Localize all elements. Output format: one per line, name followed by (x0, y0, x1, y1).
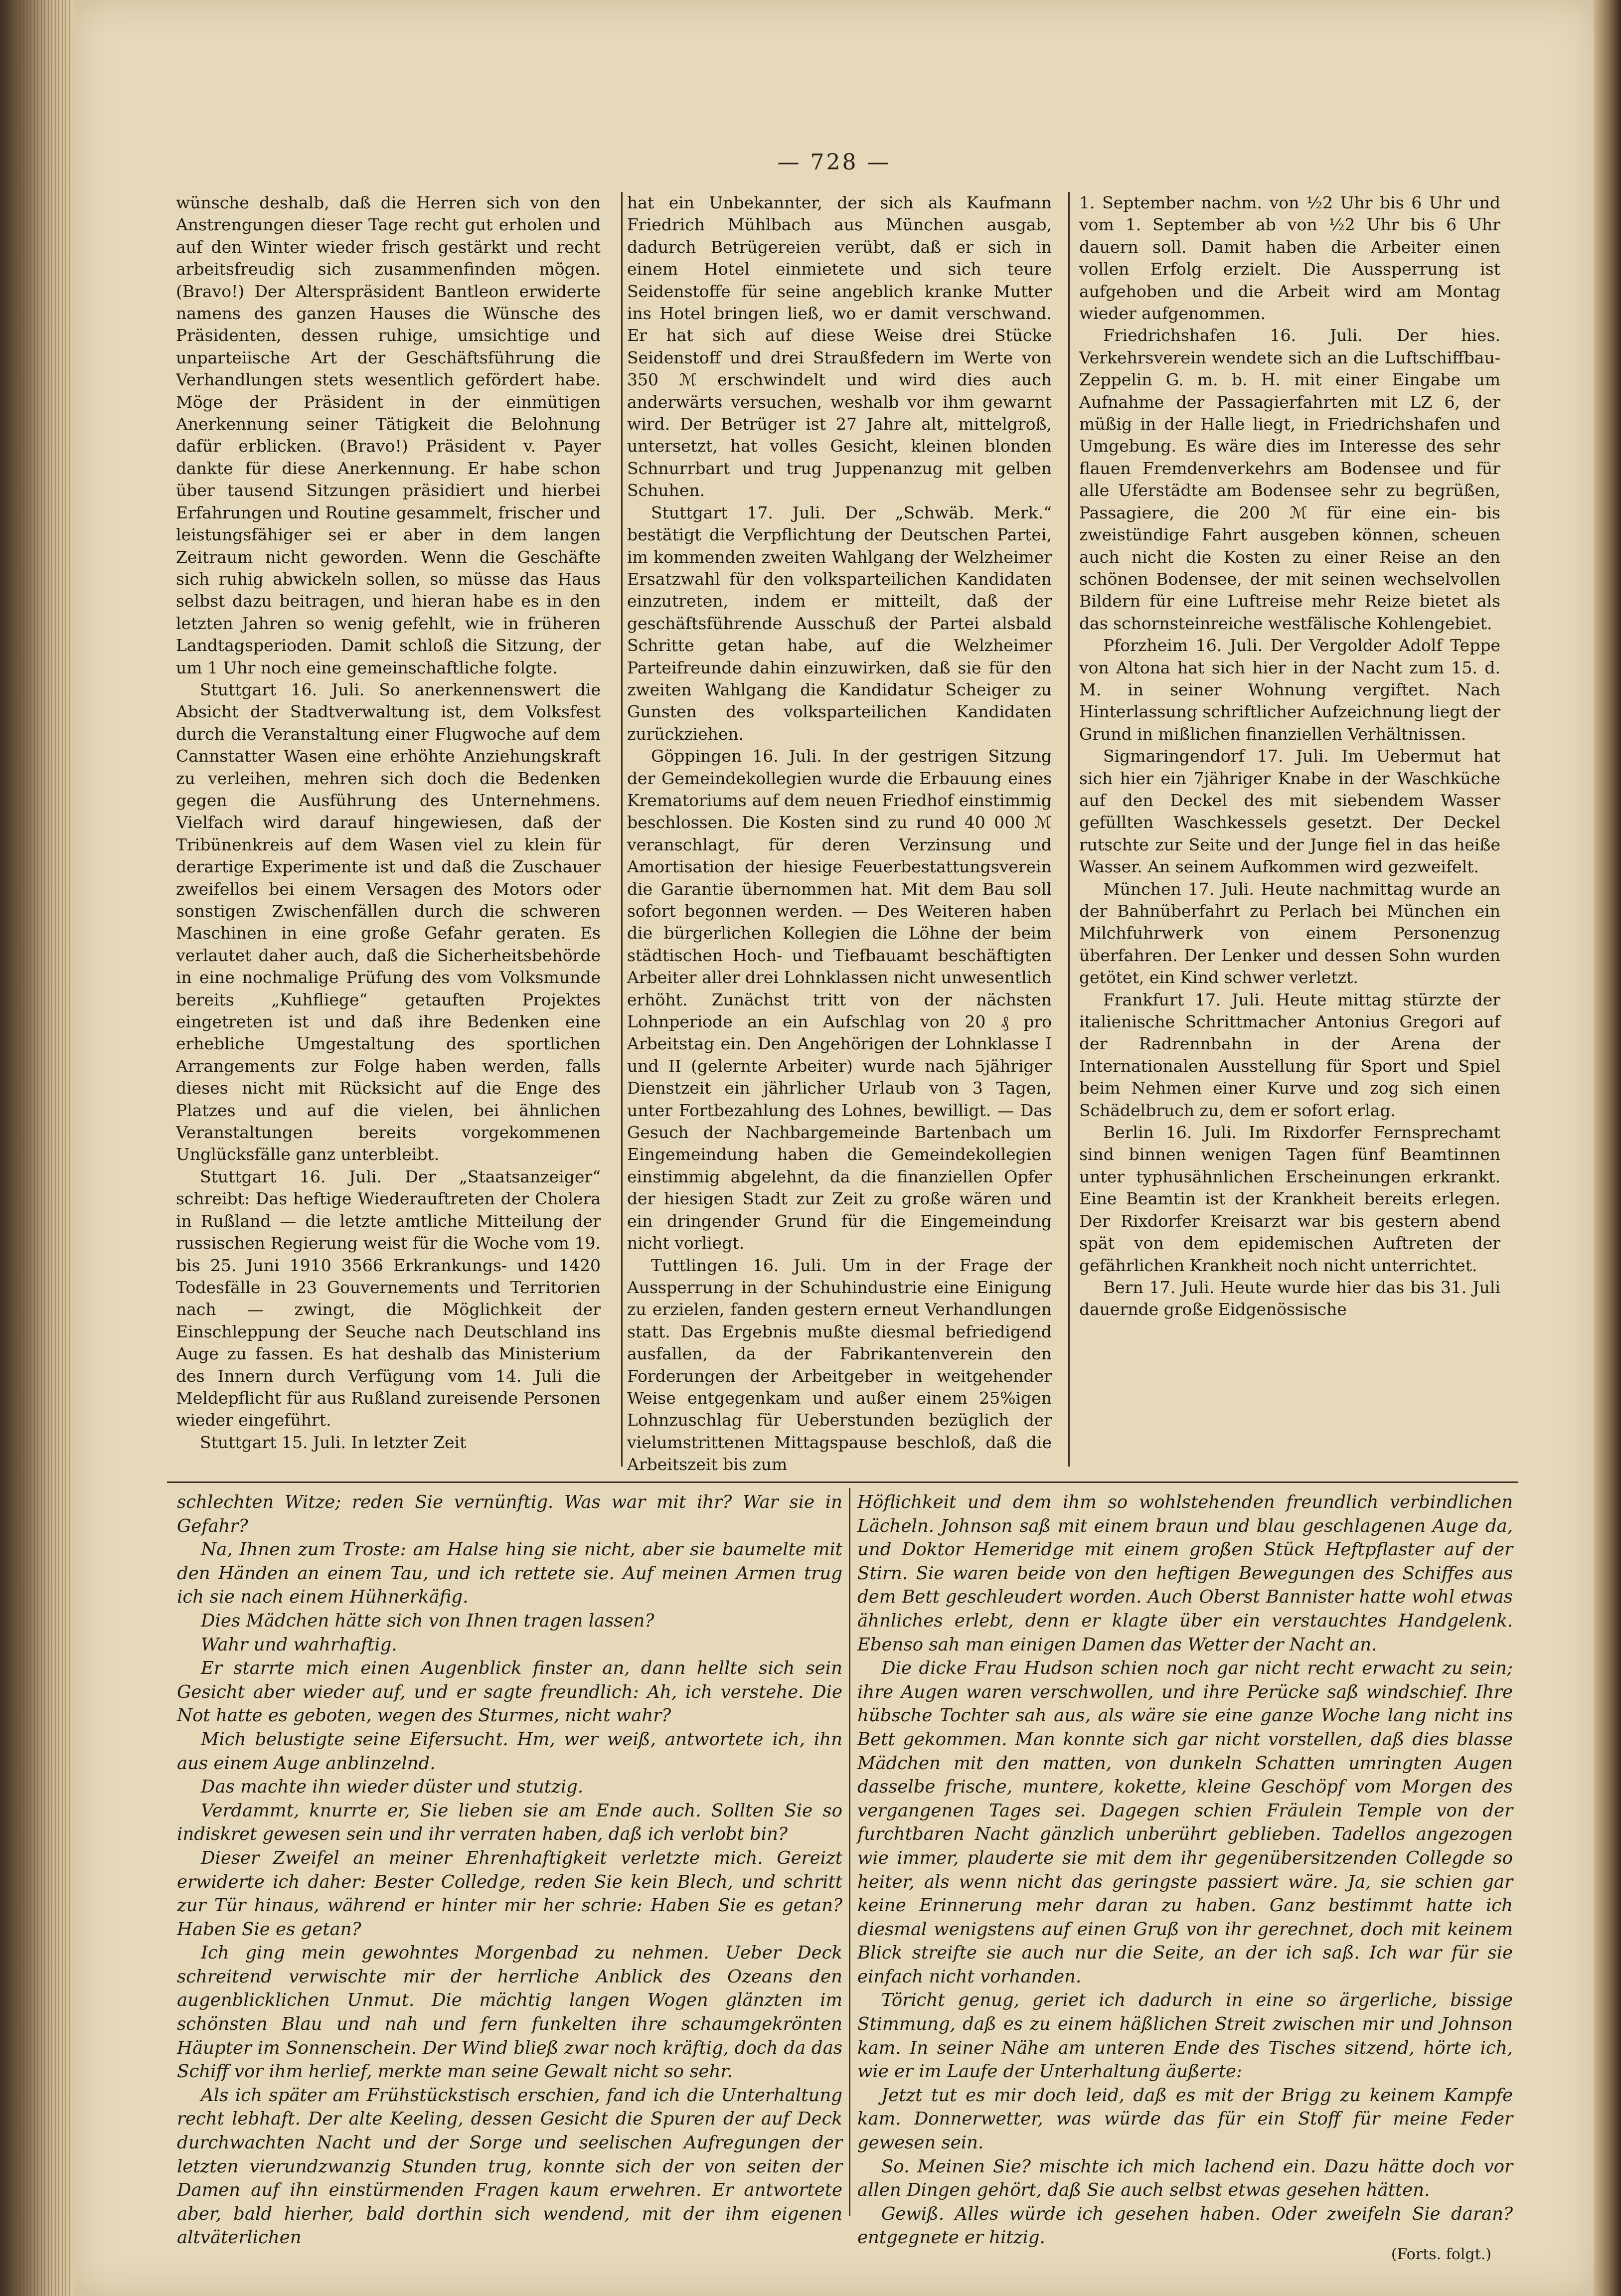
news-paragraph: Stuttgart 16. Juli. Der „Staatsanzeiger“ schreibt: Das heftige Wiederauftreten der Cholera in Rußland — die letzte amtliche Mitteilung der russischen Regierung weist für die Woche vom 19. bis 25. Juni 1910 3566 Erkrankungs- und 1420 Todesfälle in 23 Gouvernements und Territorien nach — zwingt, die Möglichkeit der Einschleppung der Seuche nach Deutschland ins Auge zu fassen. Es hat deshalb das Ministerium des Innern durch Verfügung vom 14. Juli die Meldepflicht für aus Rußland zureisende Personen wieder eingeführt. (176, 1166, 601, 1430)
news-paragraph: Berlin 16. Juli. Im Rixdorfer Fernsprechamt sind binnen wenigen Tagen fünf Beamtinnen unter typhusähnlichen Erscheinungen erkrankt. Eine Beamtin ist der Krankheit bereits erlegen. Der Rixdorfer Kreisarzt war bis gestern abend spät von dem epidemischen Auftreten der gefährlichen Krankheit noch nicht unterrichtet. (1079, 1123, 1500, 1275)
news-paragraph: München 17. Juli. Heute nachmittag wurde an der Bahnüberfahrt zu Perlach bei München ein Milchfuhrwerk von einem Personenzug überfahren. Der Lenker und dessen Sohn wurden getötet, ein Kind schwer verletzt. (1079, 879, 1500, 987)
novel-paragraph: So. Meinen Sie? mischte ich mich lachend ein. Dazu hätte doch vor allen Dingen gehört, daß Sie auch selbst etwas gesehen hätten. (857, 2156, 1513, 2201)
novel-paragraph: Na, Ihnen zum Troste: am Halse hing sie nicht, aber sie baumelte mit den Händen an einem Tau, und ich rettete sie. Auf meinen Armen trug ich sie nach einem Hühnerkäfig. (177, 1539, 842, 1608)
column-divider (1068, 192, 1070, 1467)
novel-paragraph: Die dicke Frau Hudson schien noch gar nicht recht erwacht zu sein; ihre Augen waren verschwollen, und ihre Perücke saß windschief. Ihre hübsche Tochter sah aus, als wäre sie eine ganze Woche lang nicht ins Bett gekommen. Man konnte sich gar nicht vorstellen, daß dies blasse Mädchen mit den matten, von dunkeln Schatten umringten Augen dasselbe frische, muntere, kokette, kleine Geschöpf vom Morgen des vergangenen Tages sei. Dagegen schien Fräulein Temple von der furchtbaren Nacht gänzlich unberührt geblieben. Tadellos angezogen wie immer, plauderte sie mit dem ihr gegenübersitzenden Collegde so heiter, als wenn nicht das geringste passiert wäre. Ja, sie schien gar keine Erinnerung mehr daran zu haben. Ganz bestimmt hatte ich diesmal wenigstens auf einen Gruß von ihr gerechnet, doch mit keinem Blick streifte sie auch nur die Seite, an der ich saß. Ich war für sie einfach nicht vorhanden. (857, 1658, 1513, 1987)
feuilleton-separator (167, 1481, 1518, 1483)
novel-paragraph: Töricht genug, geriet ich dadurch in eine so ärgerliche, bissige Stimmung, daß es zu einem häßlichen Streit zwischen mir und Johnson kam. In seiner Nähe am unteren Ende des Tisches sitzend, hörte ich, wie er im Laufe der Unterhaltung äußerte: (857, 1990, 1513, 2082)
news-paragraph: 1. September nachm. von ½2 Uhr bis 6 Uhr und vom 1. September ab von ½2 Uhr bis 6 Uhr dauern soll. Damit haben die Arbeiter einen vollen Erfolg erzielt. Die Aussperrung ist aufgehoben und die Arbeit wird am Montag wieder aufgenommen. (1079, 193, 1500, 324)
news-paragraph: Friedrichshafen 16. Juli. Der hies. Verkehrsverein wendete sich an die Luftschiffbau-Zeppelin G. m. b. H. mit einer Eingabe um Aufnahme der Passagierfahrten mit LZ 6, der müßig in der Halle liegt, in Friedrichshafen und Umgebung. Es wäre dies im Interesse des sehr flauen Fremdenverkehrs am Bodensee und für alle Uferstädte am Bodensee sehr zu begrüßen, Passagiere, die 200 ℳ für eine ein- bis zweistündige Fahrt ausgeben können, scheuen auch nicht die Kosten zu einer Reise an den schönen Bodensee, der mit seinen wechselvollen Bildern für eine Luftreise mehr Reize bietet als das schornsteinreiche westfälische Kohlengebiet. (1079, 326, 1500, 633)
novel-paragraph: Dieser Zweifel an meiner Ehrenhaftigkeit verletzte mich. Gereizt erwiderte ich daher: Bester Colledge, reden Sie kein Blech, und schritt zur Tür hinaus, während er hinter mir her schrie: Haben Sie es getan? Haben Sie es getan? (177, 1847, 842, 1940)
novel-paragraph: Verdammt, knurrte er, Sie lieben sie am Ende auch. Sollten Sie so indiskret gewesen sein und ihr verraten haben, daß ich verlobt bin? (177, 1800, 842, 1845)
news-paragraph: Pforzheim 16. Juli. Der Vergolder Adolf Teppe von Altona hat sich hier in der Nacht zum 15. d. M. in seiner Wohnung vergiftet. Nach Hinterlassung schriftlicher Aufzeichnung liegt der Grund in mißlichen finanziellen Verhältnissen. (1079, 636, 1500, 744)
novel-paragraph: Das machte ihn wieder düster und stutzig. (201, 1777, 584, 1798)
news-paragraph: Bern 17. Juli. Heute wurde hier das bis 31. Juli dauernde große Eidgenössische (1079, 1277, 1500, 1319)
novel-paragraph: Gewiß. Alles würde ich gesehen haben. Oder zweifeln Sie daran? entgegnete er hitzig. (857, 2203, 1513, 2248)
novel-paragraph: schlechten Witze; reden Sie vernünftig. Was war mit ihr? War sie in Gefahr? (177, 1492, 842, 1536)
novel-paragraph: Ich ging mein gewohntes Morgenbad zu nehmen. Ueber Deck schreitend verwischte mir der herrliche Anblick des Ozeans den augenblicklichen Unmut. Die mächtig langen Wogen glänzten im schönsten Blau und nah und fern funkelten ihre schaumgekrönten Häupter im Sonnenschein. Der Wind bließ zwar noch kräftig, doch da das Schiff vor ihm herlief, merkte man seine Gewalt nicht so sehr. (177, 1943, 842, 2082)
news-paragraph: wünsche deshalb, daß die Herren sich von den Anstrengungen dieser Tage recht gut erholen und auf den Winter wieder frisch gestärkt und recht arbeitsfreudig sich zusammenfinden mögen. (Bravo!) Der Alterspräsident Bantleon erwiderte namens des ganzen Hauses die Wünsche des Präsidenten, dessen ruhige, umsichtige und unparteiische Art der Geschäftsführung die Verhandlungen stets wesentlich gefördert habe. Möge der Präsident in der einmütigen Anerkennung seiner Tätigkeit die Belohnung dafür erblicken. (Bravo!) Präsident v. Payer dankte für diese Anerkennung. Er habe schon über tausend Sitzungen präsidiert und hierbei Erfahrungen und Routine gesammelt, frischer und leistungsfähiger sei er aber in dem langen Zeitraum nicht geworden. Wenn die Geschäfte sich ruhig abwickeln sollen, so müsse das Haus selbst dazu beitragen, und hieran habe es in den letzten Jahren so wenig gefehlt, wie in früheren Landtagsperioden. Damit schloß die Sitzung, der um 1 Uhr noch eine gemeinschaftliche folgte. (176, 193, 601, 677)
novel-paragraph: Wahr und wahrhaftig. (201, 1634, 397, 1655)
novel-paragraph: Jetzt tut es mir doch leid, daß es mit der Brigg zu keinem Kampfe kam. Donnerwetter, was würde das für ein Stoff für meine Feder gewesen sein. (857, 2085, 1513, 2153)
novel-paragraph: Höflichkeit und dem ihm so wohlstehenden freundlich verbindlichen Lächeln. Johnson saß mit einem braun und blau geschlagenen Auge da, und Doktor Hemeridge mit einem großen Stück Heftpflaster auf der Stirn. Sie waren beide von den heftigen Bewegungen des Schiffes aus dem Bett geschleudert worden. Auch Oberst Bannister hatte wohl etwas ähnliches erlebt, denn er klagte über ein verstauchtes Handgelenk. Ebenso sah man einigen Damen das Wetter der Nacht an. (857, 1492, 1513, 1655)
page-number: — 728 — (777, 150, 891, 175)
novel-paragraph: Mich belustigte seine Eifersucht. Hm, wer weiß, antwortete ich, ihn aus einem Auge anblinzelnd. (177, 1729, 842, 1774)
novel-column-left (177, 1490, 842, 2250)
novel-paragraph: Als ich später am Frühstückstisch erschien, fand ich die Unterhaltung recht lebhaft. Der alte Keeling, dessen Gesicht die Spuren der auf Deck durchwachten Nacht und der Sorge und seelischen Aufregungen der letzten vierundzwanzig Stunden trug, konnte sich der von seiten der Damen auf ihn einstürmenden Fragen kaum erwehren. Er antwortete aber, bald hierher, bald dorthin sich wendend, mit der ihm eigenen altväterlichen (177, 2085, 842, 2248)
newspaper-page (75, 0, 1594, 2296)
book-binding-edge (0, 0, 75, 2296)
news-paragraph: Stuttgart 16. Juli. So anerkennenswert die Absicht der Stadtverwaltung ist, dem Volksfest durch die Veranstaltung einer Flugwoche auf dem Cannstatter Wasen eine erhöhte Anziehungskraft zu verleihen, mehren sich doch die Bedenken gegen die Ausführung des Unternehmens. Vielfach wird darauf hingewiesen, daß der Tribünenkreis auf dem Wasen viel zu klein für derartige Experimente ist und daß die Zuschauer zweifellos bei einem Versagen des Motors oder sonstigen Zwischenfällen durch die schweren Maschinen in eine große Gefahr geraten. Es verlautet daher auch, daß die Sicherheitsbehörde in eine nochmalige Prüfung des vom Volksmunde bereits „Kuhfliege“ getauften Projektes eingetreten ist und daß ihre Bedenken eine erhebliche Umgestaltung des sportlichen Arrangements zur Folge haben werden, falls dieses nicht mit Rücksicht auf die Enge des Platzes und auf die vielen, bei ähnlichen Veranstaltungen bereits vorgekommenen Unglücksfälle ganz unterbleibt. (176, 679, 601, 1164)
novel-paragraph: Dies Mädchen hätte sich von Ihnen tragen lassen? (201, 1610, 654, 1631)
news-column-1 (176, 192, 601, 1454)
news-paragraph: Tuttlingen 16. Juli. Um in der Frage der Aussperrung in der Schuhindustrie eine Einigung zu erzielen, fanden gestern erneut Verhandlungen statt. Das Ergebnis mußte diesmal befriedigend ausfallen, da der Fabrikantenverein den Forderungen der Arbeitgeber in weitgehender Weise entgegenkam und außer einem 25%igen Lohnzuschlag für Ueberstunden bezüglich der vielumstrittenen Mittagspause beschloß, daß die Arbeitszeit bis zum (627, 1255, 1052, 1475)
news-paragraph: hat ein Unbekannter, der sich als Kaufmann Friedrich Mühlbach aus München ausgab, dadurch Betrügereien verübt, daß er sich in einem Hotel einmietete und sich teure Seidenstoffe für seine angeblich kranke Mutter ins Hotel bringen ließ, wo er damit verschwand. Er hat sich auf diese Weise drei Stücke Seidenstoff und drei Straußfedern im Werte von 350 ℳ erschwindelt und wird dies auch anderwärts versuchen, weshalb vor ihm gewarnt wird. Der Betrüger ist 27 Jahre alt, mittelgroß, untersetzt, hat volles Gesicht, kleinen blonden Schnurrbart und trug Juppenanzug mit gelben Schuhen. (627, 193, 1052, 500)
news-column-2 (627, 192, 1052, 1476)
novel-paragraph: Er starrte mich einen Augenblick finster an, dann hellte sich sein Gesicht aber wieder auf, und er sagte freundlich: Ah, ich verstehe. Die Not hatte es geboten, wegen des Sturmes, nicht wahr? (177, 1658, 842, 1726)
continuation-note: (Forts. folgt.) (1391, 2246, 1491, 2263)
news-paragraph: Frankfurt 17. Juli. Heute mittag stürzte der italienische Schrittmacher Antonius Gregori auf der Radrennbahn in der Arena der Internationalen Ausstellung für Sport und Spiel beim Nehmen einer Kurve und zog sich einen Schädelbruch zu, dem er sofort erlag. (1079, 989, 1500, 1120)
column-divider (849, 1488, 850, 2216)
news-paragraph: Stuttgart 15. Juli. In letzter Zeit (200, 1432, 467, 1452)
news-column-3 (1079, 192, 1500, 1321)
novel-column-right (857, 1490, 1513, 2250)
book-right-edge (1594, 0, 1621, 2296)
news-paragraph: Stuttgart 17. Juli. Der „Schwäb. Merk.“ bestätigt die Verpflichtung der Deutschen Partei, im kommenden zweiten Wahlgang der Welzheimer Ersatzwahl für den volksparteilichen Kandidaten einzutreten, indem er mitteilt, daß der geschäftsführende Ausschuß der Partei alsbald Schritte getan habe, auf die Welzheimer Parteifreunde dahin einzuwirken, daß sie für den zweiten Wahlgang die Kandidatur Scheiger zu Gunsten des volksparteilichen Kandidaten zurückziehen. (627, 502, 1052, 744)
column-divider (621, 192, 623, 1467)
news-paragraph: Göppingen 16. Juli. In der gestrigen Sitzung der Gemeindekollegien wurde die Erbauung eines Krematoriums auf dem neuen Friedhof einstimmig beschlossen. Die Kosten sind zu rund 40 000 ℳ veranschlagt, für deren Verzinsung und Amortisation der hiesige Feuerbestattungsverein die Garantie übernommen hat. Mit dem Bau soll sofort begonnen werden. — Des Weiteren haben die bürgerlichen Kollegien die Löhne der beim städtischen Hoch- und Tiefbauamt beschäftigten Arbeiter aller drei Lohnklassen nicht unwesentlich erhöht. Zunächst tritt von der nächsten Lohnperiode an ein Aufschlag von 20 ₰ pro Arbeitstag ein. Den Angehörigen der Lohnklasse I und II (gelernte Arbeiter) wurde nach 5jähriger Dienstzeit ein jährlicher Urlaub von 3 Tagen, unter Fortbezahlung des Lohnes, bewilligt. — Das Gesuch der Nachbargemeinde Bartenbach um Eingemeindung haben die Gemeindekollegien einstimmig abgelehnt, da die finanziellen Opfer der hiesigen Stadt zur Zeit zu große wären und ein dringender Grund für die Eingemeindung nicht vorliegt. (627, 746, 1052, 1253)
news-paragraph: Sigmaringendorf 17. Juli. Im Uebermut hat sich hier ein 7jähriger Knabe in der Waschküche auf den Deckel des mit siebendem Wasser gefüllten Waschkessels gesetzt. Der Deckel rutschte zur Seite und der Junge fiel in das heiße Wasser. An seinem Aufkommen wird gezweifelt. (1079, 746, 1500, 877)
